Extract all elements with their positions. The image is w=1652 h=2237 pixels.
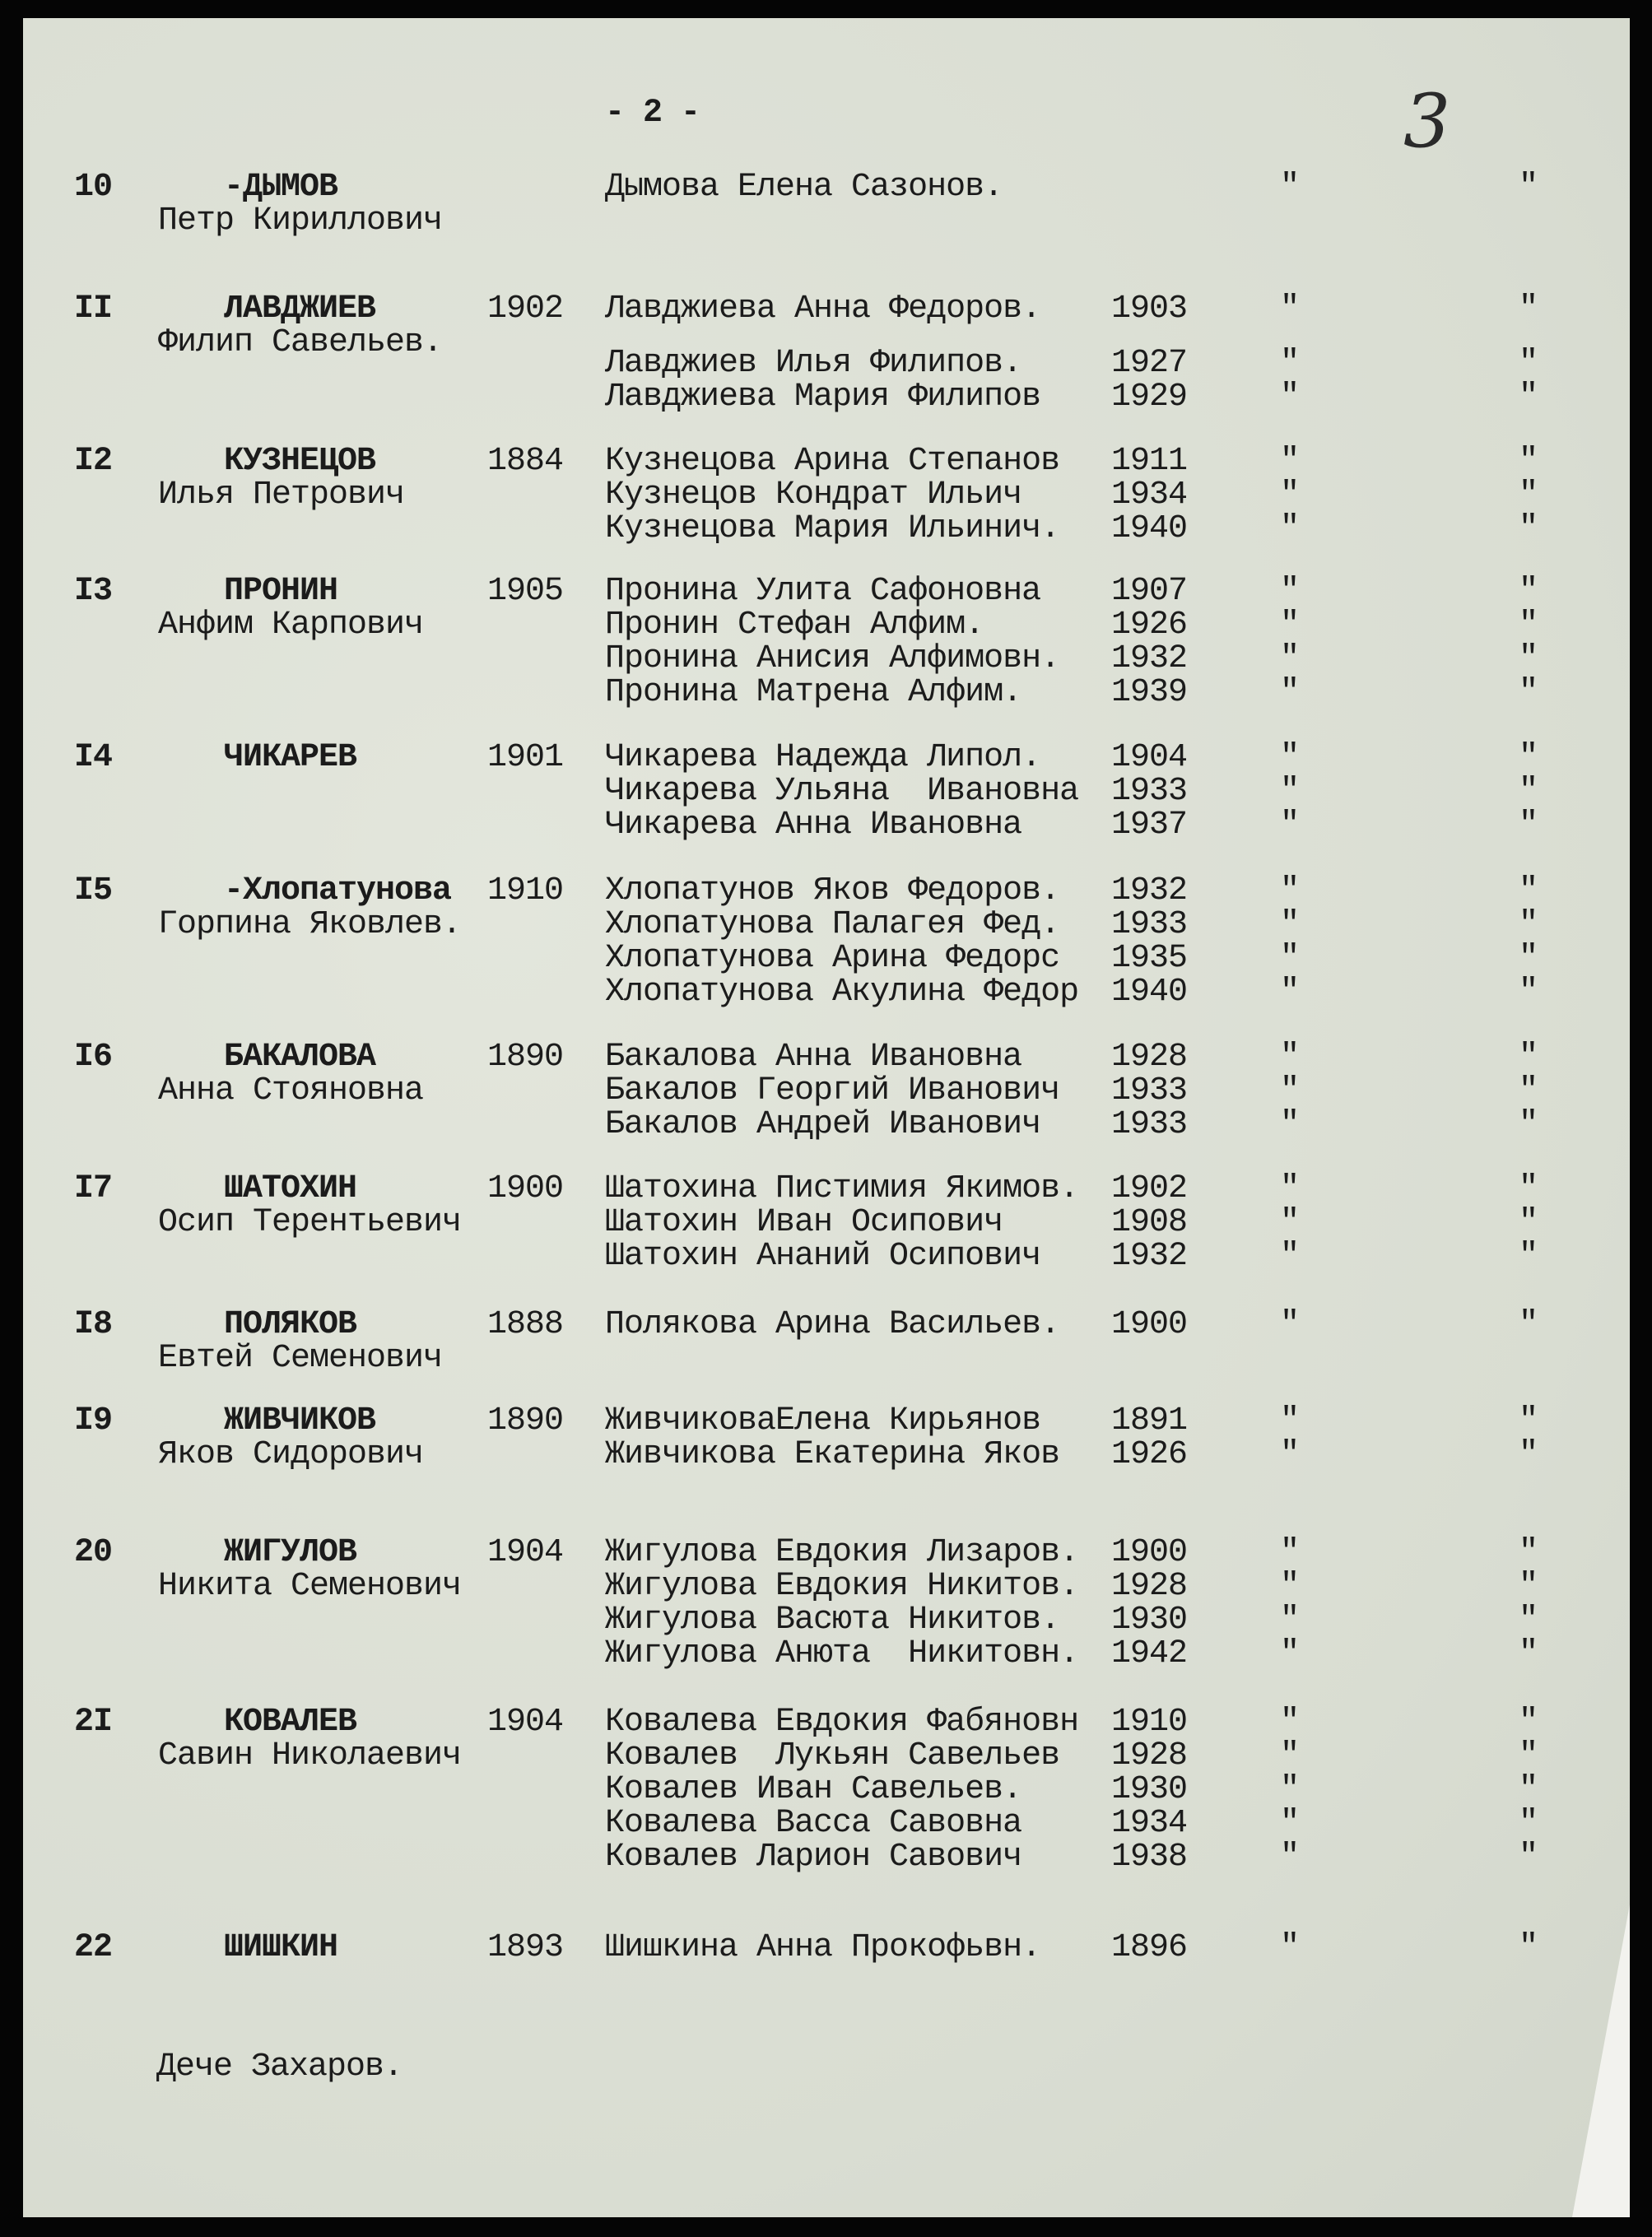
ditto-mark: "	[1519, 1306, 1538, 1343]
member-name: Пронин Стефан Алфим.	[605, 607, 984, 644]
ditto-mark: "	[1519, 974, 1538, 1011]
head-birth-year: 1893	[487, 1929, 564, 1966]
ditto-mark: "	[1280, 1805, 1300, 1842]
head-birth-year: 1900	[487, 1170, 564, 1207]
head-given-name: Анна Стояновна	[158, 1072, 424, 1109]
member-birth-year: 1935	[1111, 940, 1188, 977]
ditto-mark: "	[1280, 169, 1300, 206]
member-name: Кузнецова Мария Ильинич.	[605, 510, 1060, 547]
ditto-mark: "	[1519, 674, 1538, 711]
head-birth-year: 1901	[487, 739, 564, 776]
member-birth-year: 1926	[1111, 1436, 1188, 1473]
member-name: Шатохина Пистимия Якимов.	[605, 1170, 1079, 1207]
ditto-mark: "	[1519, 1436, 1538, 1473]
ditto-mark: "	[1280, 1568, 1300, 1605]
member-name: Бакалов Георгий Иванович	[605, 1072, 1060, 1109]
ditto-mark: "	[1280, 1534, 1300, 1571]
member-birth-year: 1927	[1111, 344, 1188, 382]
head-given-name: Яков Сидорович	[158, 1436, 424, 1473]
member-birth-year: 1903	[1111, 291, 1188, 328]
head-birth-year: 1902	[487, 291, 564, 328]
head-birth-year: 1890	[487, 1039, 564, 1076]
head-given-name: Горпина Яковлев.	[158, 906, 462, 943]
ditto-mark: "	[1280, 1106, 1300, 1143]
ditto-mark: "	[1519, 1704, 1538, 1741]
ditto-mark: "	[1519, 1534, 1538, 1571]
ditto-mark: "	[1280, 1704, 1300, 1741]
ditto-mark: "	[1280, 573, 1300, 610]
member-birth-year: 1928	[1111, 1039, 1188, 1076]
head-birth-year: 1905	[487, 573, 564, 610]
member-name: Жигулова Васюта Никитов.	[605, 1602, 1060, 1639]
ditto-mark: "	[1280, 906, 1300, 943]
member-birth-year: 1908	[1111, 1204, 1188, 1241]
member-birth-year: 1896	[1111, 1929, 1188, 1966]
ditto-mark: "	[1519, 1737, 1538, 1774]
ditto-mark: "	[1519, 510, 1538, 547]
member-name: Жигулова Евдокия Лизаров.	[605, 1534, 1079, 1571]
member-name: Лавджиева Мария Филипов	[605, 378, 1041, 416]
ditto-mark: "	[1280, 1170, 1300, 1207]
ditto-mark: "	[1280, 807, 1300, 844]
member-name: Жигулова Евдокия Никитов.	[605, 1568, 1079, 1605]
ditto-mark: "	[1519, 477, 1538, 514]
member-name: Ковалев Иван Савельев.	[605, 1771, 1022, 1808]
ditto-mark: "	[1280, 1635, 1300, 1672]
member-name: Хлопатунова Акулина Федор	[605, 974, 1079, 1011]
member-birth-year: 1940	[1111, 510, 1188, 547]
member-name: Хлопатунова Палагея Фед.	[605, 906, 1060, 943]
ditto-mark: "	[1519, 1839, 1538, 1876]
member-birth-year: 1932	[1111, 1238, 1188, 1275]
head-birth-year: 1904	[487, 1704, 564, 1741]
member-birth-year: 1934	[1111, 1805, 1188, 1842]
footer-note: Дече Захаров.	[156, 2049, 403, 2086]
ditto-mark: "	[1280, 1737, 1300, 1774]
member-birth-year: 1937	[1111, 807, 1188, 844]
member-birth-year: 1900	[1111, 1306, 1188, 1343]
member-name: Ковалев Лукьян Савельев	[605, 1737, 1060, 1774]
ditto-mark: "	[1280, 443, 1300, 480]
ditto-mark: "	[1280, 974, 1300, 1011]
ditto-mark: "	[1519, 773, 1538, 810]
ditto-mark: "	[1519, 739, 1538, 776]
member-birth-year: 1926	[1111, 607, 1188, 644]
ditto-mark: "	[1519, 1805, 1538, 1842]
member-birth-year: 1907	[1111, 573, 1188, 610]
member-birth-year: 1930	[1111, 1602, 1188, 1639]
member-birth-year: 1940	[1111, 974, 1188, 1011]
entry-number: I8	[74, 1306, 113, 1343]
member-name: Кузнецова Арина Степанов	[605, 443, 1060, 480]
member-birth-year: 1932	[1111, 872, 1188, 909]
ditto-mark: "	[1519, 940, 1538, 977]
head-surname: -ДЫМОВ	[224, 169, 338, 206]
head-surname: ШИШКИН	[224, 1929, 338, 1966]
ditto-mark: "	[1519, 872, 1538, 909]
ditto-mark: "	[1519, 1402, 1538, 1439]
member-name: Шатохин Иван Осипович	[605, 1204, 1003, 1241]
member-name: Ковалев Ларион Савович	[605, 1839, 1022, 1876]
entry-number: I3	[74, 573, 113, 610]
head-surname: ЧИКАРЕВ	[224, 739, 357, 776]
ditto-mark: "	[1519, 1039, 1538, 1076]
member-name: Пронина Улита Сафоновна	[605, 573, 1041, 610]
member-birth-year: 1910	[1111, 1704, 1188, 1741]
head-given-name: Никита Семенович	[158, 1568, 462, 1605]
ditto-mark: "	[1519, 1072, 1538, 1109]
member-name: Бакалов Андрей Иванович	[605, 1106, 1041, 1143]
entry-number: I6	[74, 1039, 113, 1076]
ditto-mark: "	[1280, 1402, 1300, 1439]
ditto-mark: "	[1280, 1039, 1300, 1076]
ditto-mark: "	[1280, 872, 1300, 909]
ditto-mark: "	[1519, 291, 1538, 328]
member-birth-year: 1933	[1111, 1072, 1188, 1109]
member-birth-year: 1902	[1111, 1170, 1188, 1207]
ditto-mark: "	[1519, 378, 1538, 416]
member-name: Чикарева Ульяна Ивановна	[605, 773, 1079, 810]
ditto-mark: "	[1519, 1238, 1538, 1275]
ditto-mark: "	[1519, 573, 1538, 610]
ditto-mark: "	[1280, 1839, 1300, 1876]
head-surname: ЛАВДЖИЕВ	[224, 291, 376, 328]
member-birth-year: 1930	[1111, 1771, 1188, 1808]
entry-number: I2	[74, 443, 113, 480]
member-name: Пронина Матрена Алфим.	[605, 674, 1022, 711]
page-number: - 2 -	[605, 95, 700, 132]
head-surname: КОВАЛЕВ	[224, 1704, 357, 1741]
head-given-name: Савин Николаевич	[158, 1737, 462, 1774]
ditto-mark: "	[1519, 1204, 1538, 1241]
ditto-mark: "	[1280, 378, 1300, 416]
ditto-mark: "	[1280, 739, 1300, 776]
ditto-mark: "	[1519, 607, 1538, 644]
member-birth-year: 1933	[1111, 773, 1188, 810]
member-birth-year: 1933	[1111, 1106, 1188, 1143]
head-surname: ПРОНИН	[224, 573, 338, 610]
ditto-mark: "	[1280, 1602, 1300, 1639]
ditto-mark: "	[1519, 1170, 1538, 1207]
ditto-mark: "	[1519, 807, 1538, 844]
entry-number: 10	[74, 169, 113, 206]
head-birth-year: 1888	[487, 1306, 564, 1343]
ditto-mark: "	[1519, 1929, 1538, 1966]
ditto-mark: "	[1519, 1635, 1538, 1672]
member-birth-year: 1939	[1111, 674, 1188, 711]
member-name: Дымова Елена Сазонов.	[605, 169, 1003, 206]
member-birth-year: 1933	[1111, 906, 1188, 943]
member-name: Кузнецов Кондрат Ильич	[605, 477, 1022, 514]
ditto-mark: "	[1519, 443, 1538, 480]
head-given-name: Евтей Семенович	[158, 1340, 443, 1377]
handwritten-sheet-number: 3	[1403, 78, 1451, 165]
head-surname: -Хлопатунова	[224, 872, 452, 909]
member-name: Чикарева Анна Ивановна	[605, 807, 1022, 844]
folded-corner	[1572, 1904, 1630, 2217]
ditto-mark: "	[1519, 344, 1538, 382]
ditto-mark: "	[1280, 1306, 1300, 1343]
ditto-mark: "	[1280, 1436, 1300, 1473]
ditto-mark: "	[1280, 1929, 1300, 1966]
ditto-mark: "	[1280, 940, 1300, 977]
ditto-mark: "	[1280, 1771, 1300, 1808]
entry-number: II	[74, 291, 113, 328]
member-birth-year: 1929	[1111, 378, 1188, 416]
ditto-mark: "	[1280, 344, 1300, 382]
member-birth-year: 1911	[1111, 443, 1188, 480]
member-birth-year: 1938	[1111, 1839, 1188, 1876]
member-birth-year: 1900	[1111, 1534, 1188, 1571]
ditto-mark: "	[1519, 906, 1538, 943]
entry-number: 2I	[74, 1704, 113, 1741]
ditto-mark: "	[1280, 1204, 1300, 1241]
head-birth-year: 1904	[487, 1534, 564, 1571]
ditto-mark: "	[1280, 291, 1300, 328]
ditto-mark: "	[1280, 477, 1300, 514]
head-given-name: Филип Савельев.	[158, 324, 443, 361]
ditto-mark: "	[1519, 169, 1538, 206]
head-birth-year: 1884	[487, 443, 564, 480]
member-name: Бакалова Анна Ивановна	[605, 1039, 1022, 1076]
ditto-mark: "	[1280, 773, 1300, 810]
member-name: Лавджиева Анна Федоров.	[605, 291, 1041, 328]
member-name: Шишкина Анна Прокофьвн.	[605, 1929, 1041, 1966]
member-birth-year: 1934	[1111, 477, 1188, 514]
head-surname: ШАТОХИН	[224, 1170, 357, 1207]
entry-number: 20	[74, 1534, 113, 1571]
head-given-name: Илья Петрович	[158, 477, 405, 514]
ditto-mark: "	[1519, 1771, 1538, 1808]
member-name: Хлопатунова Арина Федорс	[605, 940, 1060, 977]
member-name: Ковалева Васса Савовна	[605, 1805, 1022, 1842]
ditto-mark: "	[1519, 1568, 1538, 1605]
head-surname: ПОЛЯКОВ	[224, 1306, 357, 1343]
member-name: Живчикова Екатерина Яков	[605, 1436, 1060, 1473]
member-birth-year: 1942	[1111, 1635, 1188, 1672]
member-birth-year: 1928	[1111, 1737, 1188, 1774]
member-name: Жигулова Анюта Никитовн.	[605, 1635, 1079, 1672]
member-name: Пронина Анисия Алфимовн.	[605, 640, 1060, 677]
member-name: Полякова Арина Васильев.	[605, 1306, 1060, 1343]
member-name: Чикарева Надежда Липол.	[605, 739, 1041, 776]
ditto-mark: "	[1280, 607, 1300, 644]
head-given-name: Анфим Карпович	[158, 607, 424, 644]
head-surname: КУЗНЕЦОВ	[224, 443, 376, 480]
ditto-mark: "	[1519, 640, 1538, 677]
member-name: Хлопатунов Яков Федоров.	[605, 872, 1060, 909]
entry-number: I4	[74, 739, 113, 776]
ditto-mark: "	[1519, 1602, 1538, 1639]
member-name: Ковалева Евдокия Фабяновн	[605, 1704, 1079, 1741]
member-name: ЖивчиковаЕлена Кирьянов	[605, 1402, 1041, 1439]
ditto-mark: "	[1280, 1072, 1300, 1109]
entry-number: 22	[74, 1929, 113, 1966]
head-birth-year: 1890	[487, 1402, 564, 1439]
ditto-mark: "	[1280, 674, 1300, 711]
head-given-name: Осип Терентьевич	[158, 1204, 462, 1241]
entry-number: I7	[74, 1170, 113, 1207]
ditto-mark: "	[1280, 1238, 1300, 1275]
head-birth-year: 1910	[487, 872, 564, 909]
member-name: Лавджиев Илья Филипов.	[605, 344, 1022, 382]
entry-number: I5	[74, 872, 113, 909]
member-name: Шатохин Ананий Осипович	[605, 1238, 1041, 1275]
ditto-mark: "	[1519, 1106, 1538, 1143]
head-surname: ЖИВЧИКОВ	[224, 1402, 376, 1439]
head-surname: ЖИГУЛОВ	[224, 1534, 357, 1571]
member-birth-year: 1891	[1111, 1402, 1188, 1439]
head-given-name: Петр Кириллович	[158, 202, 443, 240]
entry-number: I9	[74, 1402, 113, 1439]
member-birth-year: 1904	[1111, 739, 1188, 776]
member-birth-year: 1928	[1111, 1568, 1188, 1605]
member-birth-year: 1932	[1111, 640, 1188, 677]
ditto-mark: "	[1280, 640, 1300, 677]
head-surname: БАКАЛОВА	[224, 1039, 376, 1076]
ditto-mark: "	[1280, 510, 1300, 547]
